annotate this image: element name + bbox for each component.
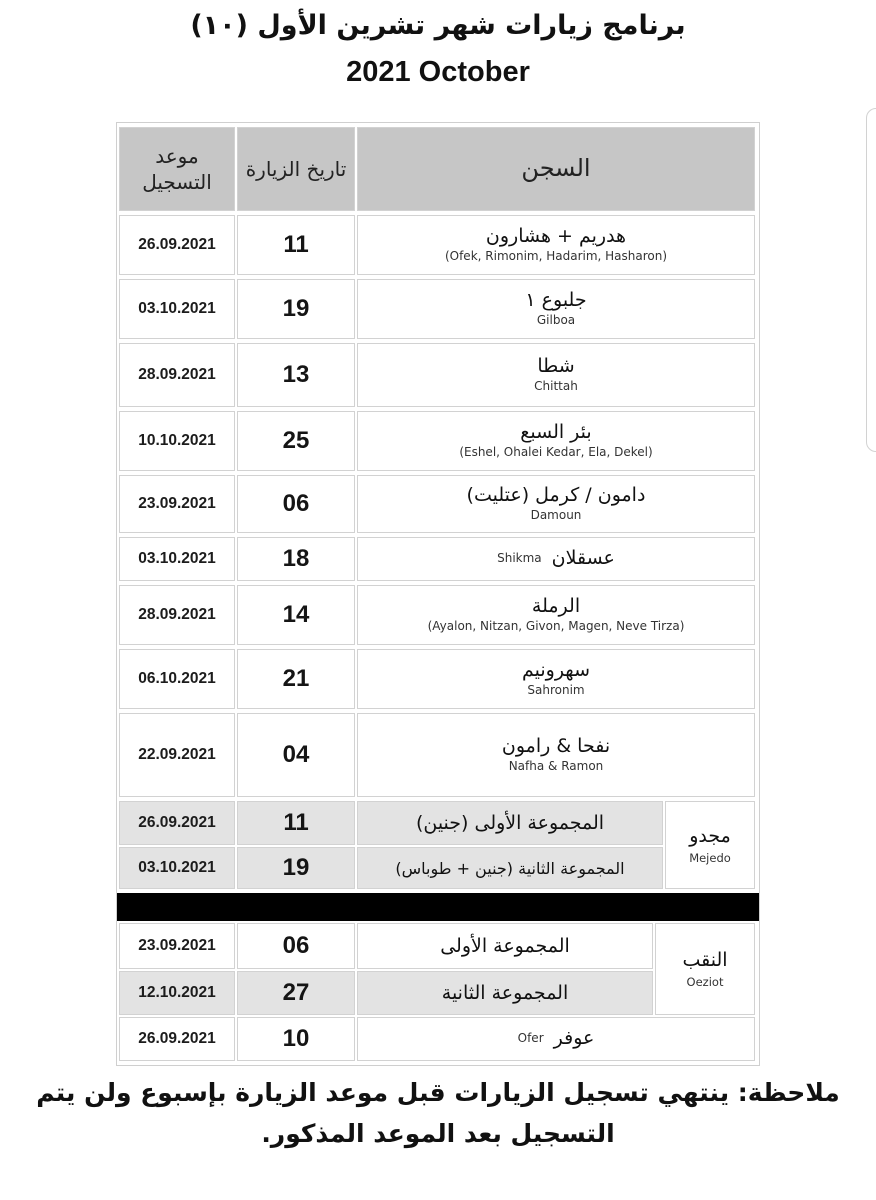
prison-name-en: Gilboa [536, 313, 576, 328]
naqab-row-registration-date: 12.10.2021 [119, 971, 235, 1015]
prison-name-en: Sahronim [527, 683, 585, 698]
table-row-prison [357, 649, 755, 709]
prison-name-en: (Ayalon, Nitzan, Givon, Magen, Neve Tirza) [427, 619, 685, 634]
table-row-registration-date: 03.10.2021 [119, 279, 235, 339]
header-visit-date: تاريخ الزيارة [237, 127, 355, 211]
prison-name-en: Shikma [497, 551, 542, 566]
table-row-registration-date: 03.10.2021 [119, 537, 235, 581]
megiddo-group-label: المجموعة الأولى (جنين) [357, 801, 663, 845]
table-row-visit-day: 18 [237, 537, 355, 581]
table-row-registration-date: 26.09.2021 [119, 215, 235, 275]
table-row-prison [357, 411, 755, 471]
table-row-visit-day: 11 [237, 215, 355, 275]
table-row-prison [357, 279, 755, 339]
table-row-visit-day: 21 [237, 649, 355, 709]
megiddo-prison [665, 801, 755, 889]
prison-name-en: Damoun [530, 508, 582, 523]
prison-name-ar: عوفر [553, 1027, 595, 1050]
schedule-table [116, 122, 760, 1066]
naqab-name-ar: النقب [682, 949, 728, 972]
prison-name-en: Ofer [517, 1031, 544, 1046]
table-row-prison [357, 713, 755, 797]
prison-name-en: Nafha & Ramon [508, 759, 604, 774]
prison-name-ar: الرملة [531, 595, 581, 618]
header-registration-date: موعد التسجيل [119, 127, 235, 211]
table-row-registration-date: 06.10.2021 [119, 649, 235, 709]
megiddo-row-visit-day: 19 [237, 847, 355, 889]
megiddo-row-registration-date: 03.10.2021 [119, 847, 235, 889]
ofer-row-registration-date: 26.09.2021 [119, 1017, 235, 1061]
table-row-visit-day: 25 [237, 411, 355, 471]
megiddo-row-visit-day: 11 [237, 801, 355, 845]
megiddo-name-ar: مجدو [689, 825, 731, 848]
table-row-visit-day: 04 [237, 713, 355, 797]
ofer-row-visit-day: 10 [237, 1017, 355, 1061]
table-row-visit-day: 19 [237, 279, 355, 339]
megiddo-row-registration-date: 26.09.2021 [119, 801, 235, 845]
table-row-registration-date: 23.09.2021 [119, 475, 235, 533]
prison-name-ar: بئر السبع [520, 421, 592, 444]
prison-name-ar: شطا [537, 355, 575, 378]
table-row-registration-date: 28.09.2021 [119, 343, 235, 407]
naqab-prison [655, 923, 755, 1015]
table-row-visit-day: 06 [237, 475, 355, 533]
naqab-name-en: Oeziot [686, 974, 724, 989]
header-prison: السجن [357, 127, 755, 211]
page-title: برنامج زيارات شهر تشرين الأول (١٠) [190, 10, 686, 41]
side-frame [866, 108, 876, 452]
table-row-prison [357, 215, 755, 275]
megiddo-group-label: المجموعة الثانية (جنين + طوباس) [357, 847, 663, 889]
prison-name-en: (Eshel, Ohalei Kedar, Ela, Dekel) [459, 445, 653, 460]
table-row-prison [357, 537, 755, 581]
prison-name-en: (Ofek, Rimonim, Hadarim, Hasharon) [444, 249, 668, 264]
table-row-visit-day: 14 [237, 585, 355, 645]
table-row-prison [357, 475, 755, 533]
naqab-group-label: المجموعة الثانية [357, 971, 653, 1015]
naqab-row-visit-day: 06 [237, 923, 355, 969]
prison-name-ar: جلبوع ١ [525, 289, 587, 312]
prison-name-ar: عسقلان [551, 547, 615, 570]
registration-note: ملاحظة: ينتهي تسجيل الزيارات قبل موعد الزيارة بإسبوع ولن يتم التسجيل بعد الموعد المذكور. [36, 1078, 840, 1149]
table-row-registration-date: 10.10.2021 [119, 411, 235, 471]
table-row-prison [357, 585, 755, 645]
prison-name-ar: سهرونيم [521, 659, 590, 682]
prison-name-ar: دامون / كرمل (عتليت) [466, 484, 646, 507]
megiddo-name-en: Mejedo [689, 850, 731, 865]
table-row-prison [357, 343, 755, 407]
naqab-row-registration-date: 23.09.2021 [119, 923, 235, 969]
ofer-prison [357, 1017, 755, 1061]
table-row-registration-date: 28.09.2021 [119, 585, 235, 645]
prison-name-en: Chittah [534, 379, 578, 394]
page-subtitle: 2021 October [346, 56, 530, 88]
table-row-visit-day: 13 [237, 343, 355, 407]
section-divider [117, 893, 759, 921]
prison-name-ar: هدريم + هشارون [485, 225, 627, 248]
naqab-row-visit-day: 27 [237, 971, 355, 1015]
table-row-registration-date: 22.09.2021 [119, 713, 235, 797]
naqab-group-label: المجموعة الأولى [357, 923, 653, 969]
prison-name-ar: نفحا & رامون [501, 735, 611, 758]
